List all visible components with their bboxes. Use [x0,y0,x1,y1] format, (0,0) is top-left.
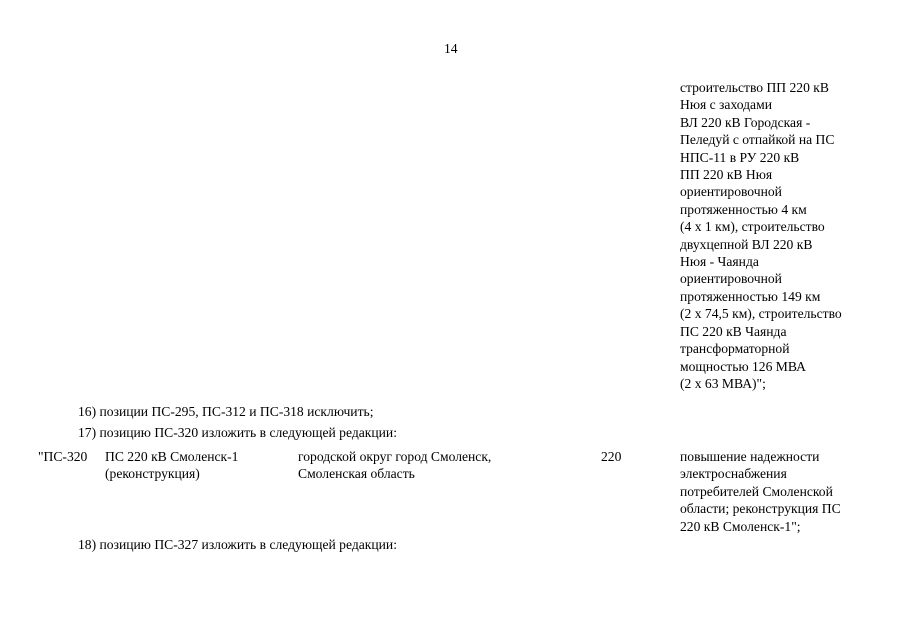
cell-line: (реконструкция) [105,466,200,482]
cell-line: ВЛ 220 кВ Городская - [680,114,811,130]
cell-line: НПС-11 в РУ 220 кВ [680,149,800,165]
cell-line: ориентировочной [680,271,782,287]
cell-line: (2 x 74,5 км), строительство [680,306,842,322]
cell-line: мощностью 126 МВА [680,358,806,374]
cell-line: ПП 220 кВ Нюя [680,167,773,183]
cell-line: Смоленская область [298,466,415,482]
cell-line: Нюя - Чаянда [680,254,759,270]
cell-line: ПС 220 кВ Смоленск-1 [105,449,239,464]
amendment-item-17: 17) позицию ПС-320 изложить в следующей редакции: [78,425,397,440]
cell-line: протяженностью 149 км [680,288,821,304]
cell-line: (2 x 63 МВА)"; [680,375,766,391]
cell-line: Пеледуй с отпайкой на ПС [680,132,835,148]
row-code-cell: "ПС-320 [38,449,88,464]
page-number: 14 [444,41,458,56]
amendment-item-18: 18) позицию ПС-327 изложить в следующей редакции: [78,537,397,552]
cell-line: 220 кВ Смоленск-1"; [680,518,801,534]
cell-line: (4 x 1 км), строительство [680,219,825,235]
cell-line: области; реконструкция ПС [680,501,841,517]
cell-line: трансформаторной [680,341,790,357]
cell-line: электроснабжения [680,466,787,482]
row-location-cell [298,448,491,483]
continued-table-cell [680,79,880,392]
cell-line: городской округ город Смоленск, [298,449,492,464]
cell-line: Нюя с заходами [680,97,772,113]
cell-line: строительство ПП 220 кВ [680,80,829,95]
row-purpose-cell [680,448,841,535]
cell-line: повышение надежности [680,449,820,464]
cell-line: протяженностью 4 км [680,201,807,217]
cell-line: ПС 220 кВ Чаянда [680,323,787,339]
row-voltage-cell: 220 [601,449,622,464]
cell-line: двухцепной ВЛ 220 кВ [680,236,813,252]
cell-line: ориентировочной [680,184,782,200]
amendment-item-16: 16) позиции ПС-295, ПС-312 и ПС-318 исключить; [78,404,374,419]
cell-line: потребителей Смоленской [680,483,833,499]
row-object-cell [105,448,238,483]
